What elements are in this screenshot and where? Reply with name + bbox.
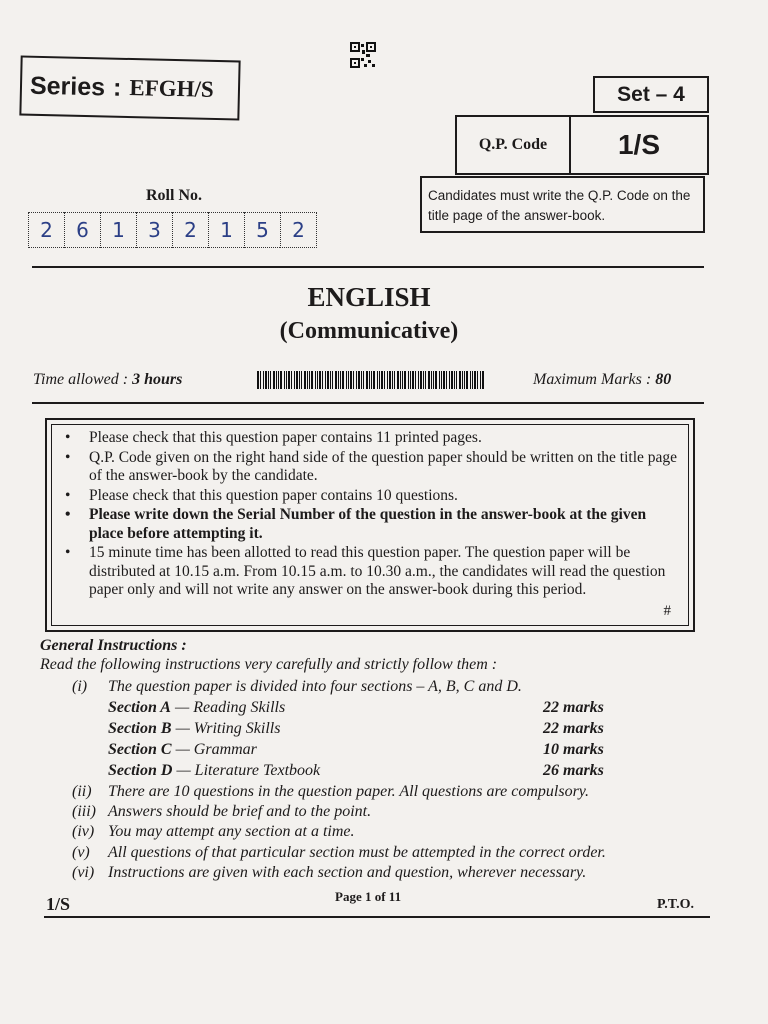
- notice-list: [63, 429, 683, 601]
- notice-text: Please write down the Serial Number of the question in the answer-book at the given place before attempting it.: [89, 506, 647, 542]
- section-topic: — Writing Skills: [171, 720, 281, 737]
- bullet: •: [65, 486, 71, 504]
- section-name: Section A: [108, 699, 171, 716]
- instruction-text: Instructions are given with each section and question, wherever necessary.: [108, 864, 587, 881]
- divider: [44, 916, 710, 918]
- instruction-item: [72, 823, 702, 843]
- instruction-number: (i): [72, 678, 88, 695]
- instruction-item: [72, 803, 702, 823]
- section-topic: — Reading Skills: [170, 699, 286, 716]
- bullet: •: [65, 544, 71, 561]
- notice-text: Q.P. Code given on the right hand side of the question paper should be written on the title page of the answer-book by the candidate.: [89, 448, 678, 484]
- max-prefix: Maximum Marks :: [533, 371, 656, 388]
- candidate-note: Candidates must write the Q.P. Code on the title page of the answer-book.: [420, 176, 705, 233]
- footer-qp-code: 1/S: [46, 894, 71, 914]
- time-prefix: Time allowed :: [33, 371, 133, 388]
- series-value: EFGH/S: [129, 74, 215, 102]
- notice-item: [63, 506, 683, 543]
- subject-subtitle: (Communicative): [279, 318, 459, 344]
- instruction-number: (ii): [72, 783, 92, 800]
- instruction-item: [72, 783, 702, 803]
- series-box: [19, 56, 240, 121]
- roll-digit: 1: [208, 212, 244, 248]
- qp-code-value: 1/S: [617, 129, 661, 160]
- notice-item: [63, 487, 683, 506]
- instruction-item: [72, 864, 702, 884]
- roll-digit: 6: [64, 212, 100, 248]
- instruction-number: (v): [72, 844, 90, 861]
- divider: [32, 402, 704, 404]
- maximum-marks: [533, 371, 671, 389]
- notice-item: [63, 544, 683, 600]
- max-value: 80: [655, 371, 672, 388]
- section-name: Section D: [108, 762, 173, 779]
- qp-code-box: [455, 115, 709, 175]
- section-name: Section C: [108, 741, 172, 758]
- general-instructions-intro: Read the following instructions very carefully and strictly follow them :: [40, 656, 498, 673]
- section-marks: 22 marks: [543, 699, 604, 716]
- section-row: [108, 720, 280, 738]
- footer-page-number: Page 1 of 11: [335, 889, 402, 904]
- bullet: •: [65, 506, 71, 523]
- set-box: Set – 4: [593, 76, 709, 113]
- instruction-text: All questions of that particular section must be attempted in the correct order.: [108, 844, 606, 861]
- roll-label: Roll No.: [146, 187, 202, 204]
- roll-digit: 2: [172, 212, 208, 248]
- instruction-text: The question paper is divided into four sections – A, B, C and D.: [108, 678, 522, 695]
- notice-text: Please check that this question paper contains 11 printed pages.: [89, 429, 482, 446]
- bullet: •: [65, 429, 71, 446]
- section-name: Section B: [108, 720, 172, 737]
- subject-title: ENGLISH: [307, 282, 431, 312]
- section-topic: — Grammar: [171, 741, 257, 758]
- section-row: [108, 699, 285, 717]
- section-topic: — Literature Textbook: [172, 762, 321, 779]
- time-value: 3 hours: [132, 371, 183, 388]
- qp-code-label: Q.P. Code: [457, 117, 571, 173]
- section-marks: 26 marks: [543, 762, 604, 779]
- barcode-icon: [257, 371, 487, 389]
- notice-item: [63, 449, 683, 486]
- instruction-text: There are 10 questions in the question paper. All questions are compulsory.: [108, 783, 590, 800]
- notice-text: Please check that this question paper contains 10 questions.: [89, 486, 458, 504]
- series-label: Series: [29, 71, 106, 101]
- instruction-item: [72, 678, 692, 698]
- divider: [32, 266, 704, 268]
- roll-digit: 2: [280, 212, 317, 248]
- roll-number-boxes: [28, 212, 317, 248]
- bullet: •: [65, 448, 71, 466]
- notice-box: [45, 418, 695, 632]
- instruction-text: You may attempt any section at a time.: [108, 823, 355, 840]
- instruction-number: (iii): [72, 803, 96, 820]
- instruction-number: (vi): [72, 864, 95, 881]
- general-instructions-heading: General Instructions :: [40, 637, 187, 654]
- instruction-item: [72, 844, 702, 864]
- instruction-text: Answers should be brief and to the point.: [108, 803, 372, 820]
- section-row: [108, 762, 320, 780]
- roll-digit: 1: [100, 212, 136, 248]
- roll-digit: 3: [136, 212, 172, 248]
- notice-text: 15 minute time has been allotted to read this question paper. The question paper will be distributed at 10.15 a.m. From 10.15 a.m. to 10.30 a.m., the candidates will read the question paper only and will not write any answer on the answer-book during this period.: [89, 544, 666, 598]
- section-marks: 22 marks: [543, 720, 604, 737]
- hash-mark: #: [663, 603, 671, 619]
- footer-pto: P.T.O.: [657, 897, 694, 912]
- section-marks: 10 marks: [543, 741, 604, 758]
- roll-digit: 2: [28, 212, 64, 248]
- instruction-number: (iv): [72, 823, 95, 840]
- section-row: [108, 741, 257, 759]
- roll-digit: 5: [244, 212, 280, 248]
- series-colon: :: [112, 73, 122, 102]
- notice-item: [63, 429, 683, 448]
- qr-code-icon: [350, 42, 376, 68]
- time-allowed: [33, 371, 182, 389]
